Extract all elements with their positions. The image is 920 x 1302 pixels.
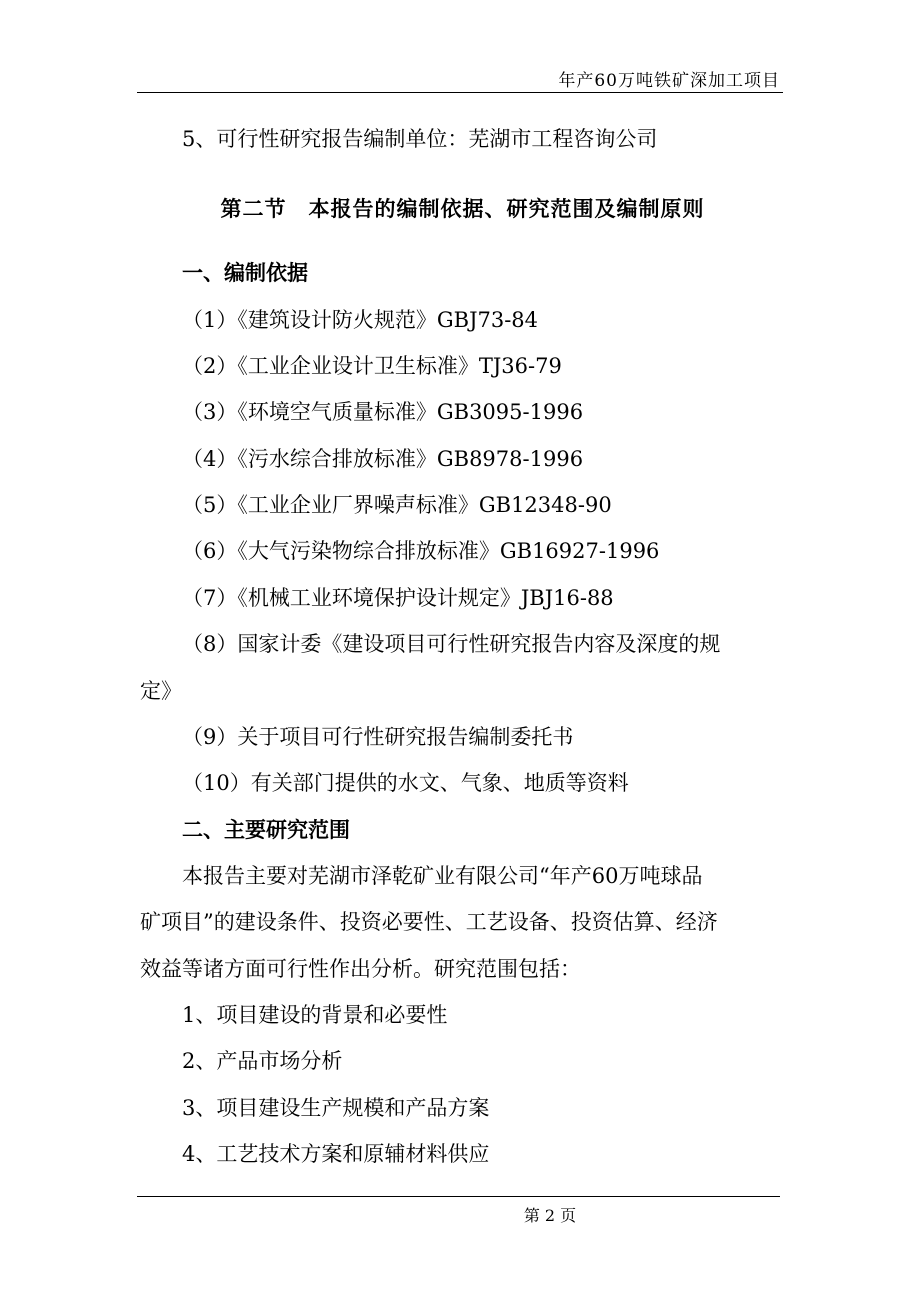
basis-item-continuation: 定》: [140, 679, 182, 703]
footer-divider: [137, 1196, 780, 1197]
paragraph-line: 效益等诸方面可行性作出分析。研究范围包括：: [140, 957, 581, 981]
basis-item: （1）《建筑设计防火规范》GBJ73-84: [182, 308, 539, 332]
basis-item: （6）《大气污染物综合排放标准》GB16927-1996: [182, 539, 660, 563]
basis-item: （9）关于项目可行性研究报告编制委托书: [182, 725, 574, 749]
heading-basis: 一、编制依据: [182, 261, 308, 285]
basis-item: （10）有关部门提供的水文、气象、地质等资料: [182, 771, 629, 795]
basis-item: （2）《工业企业设计卫生标准》TJ36-79: [182, 354, 562, 378]
unit-line: 5、可行性研究报告编制单位：芜湖市工程咨询公司: [182, 127, 658, 151]
section-title: 第二节 本报告的编制依据、研究范围及编制原则: [220, 197, 705, 221]
scope-item: 3、项目建设生产规模和产品方案: [182, 1096, 490, 1120]
scope-item: 4、工艺技术方案和原辅材料供应: [182, 1142, 490, 1166]
header-divider: [137, 92, 783, 93]
running-header: 年产60万吨铁矿深加工项目: [558, 71, 780, 91]
page-number: 第 2 页: [523, 1206, 577, 1225]
basis-item: （8）国家计委《建设项目可行性研究报告内容及深度的规: [182, 632, 721, 656]
basis-item: （4）《污水综合排放标准》GB8978-1996: [182, 447, 584, 471]
basis-item: （7）《机械工业环境保护设计规定》JBJ16-88: [182, 586, 614, 610]
paragraph-line: 本报告主要对芜湖市泽乾矿业有限公司“年产60万吨球品: [182, 864, 703, 888]
basis-item: （3）《环境空气质量标准》GB3095-1996: [182, 400, 584, 424]
paragraph-line: 矿项目”的建设条件、投资必要性、工艺设备、投资估算、经济: [140, 910, 718, 934]
scope-item: 2、产品市场分析: [182, 1049, 343, 1073]
basis-item: （5）《工业企业厂界噪声标准》GB12348-90: [182, 493, 612, 517]
heading-scope: 二、主要研究范围: [182, 818, 350, 842]
scope-item: 1、项目建设的背景和必要性: [182, 1003, 448, 1027]
